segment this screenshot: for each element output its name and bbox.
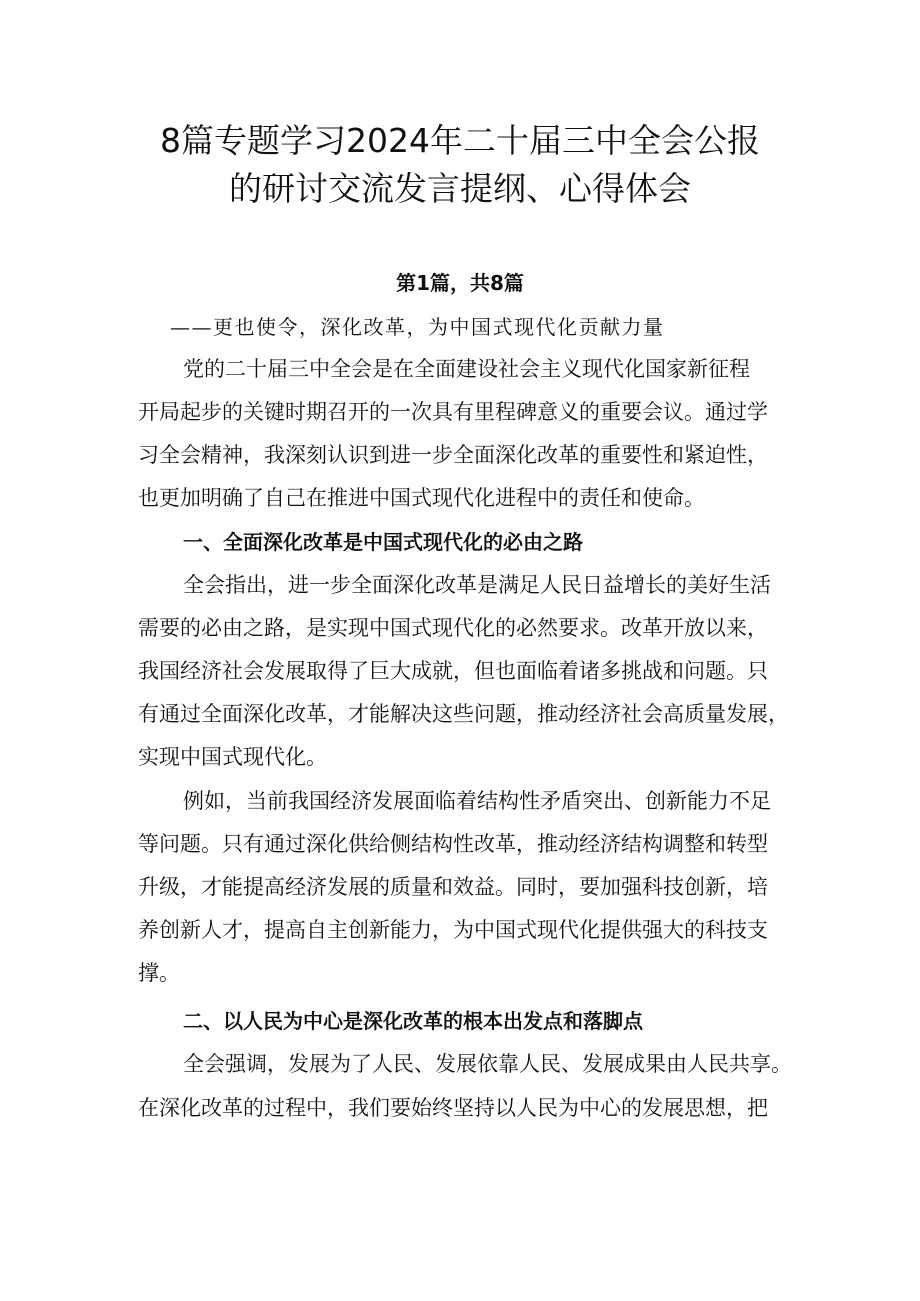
document-title-line-2: 的研讨交流发言提纲、心得体会: [229, 169, 691, 208]
paragraph-line: 我国经济社会发展取得了巨大成就，但也面临着诸多挑战和问题。只: [138, 659, 768, 683]
paragraph-line: 也更加明确了自己在推进中国式现代化进程中的责任和使命。: [138, 486, 705, 510]
paragraph-line: 在深化改革的过程中，我们要始终坚持以人民为中心的发展思想，把: [138, 1096, 768, 1120]
subtitle: ——更也使令，深化改革，为中国式现代化贡献力量: [170, 315, 665, 339]
paragraph-line: 全会强调，发展为了人民、发展依靠人民、发展成果由人民共享。: [183, 1052, 792, 1076]
paragraph-line: 升级，才能提高经济发展的质量和效益。同时，要加强科技创新，培: [138, 875, 768, 899]
section-heading-1: 一、全面深化改革是中国式现代化的必由之路: [183, 530, 583, 554]
paragraph-line: 全会指出，进一步全面深化改革是满足人民日益增长的美好生活: [183, 573, 771, 597]
paragraph-line: 习全会精神，我深刻认识到进一步全面深化改革的重要性和紧迫性，: [138, 443, 768, 467]
paragraph-line: 实现中国式现代化。: [138, 745, 327, 769]
paragraph-line: 撑。: [138, 961, 180, 985]
part-title: 第1篇，共8篇: [396, 271, 524, 295]
paragraph-line: 需要的必由之路，是实现中国式现代化的必然要求。改革开放以来，: [138, 616, 768, 640]
paragraph-line: 养创新人才，提高自主创新能力，为中国式现代化提供强大的科技支: [138, 918, 768, 942]
section-heading-2: 二、以人民为中心是深化改革的根本出发点和落脚点: [183, 1009, 643, 1033]
paragraph-line: 党的二十届三中全会是在全面建设社会主义现代化国家新征程: [183, 357, 750, 381]
paragraph-line: 有通过全面深化改革，才能解决这些问题，推动经济社会高质量发展，: [138, 702, 789, 726]
document-title-line-1: 8篇专题学习2024年二十届三中全会公报: [160, 121, 760, 160]
paragraph-line: 例如，当前我国经济发展面临着结构性矛盾突出、创新能力不足: [183, 789, 771, 813]
paragraph-line: 开局起步的关键时期召开的一次具有里程碑意义的重要会议。通过学: [138, 400, 768, 424]
paragraph-line: 等问题。只有通过深化供给侧结构性改革，推动经济结构调整和转型: [138, 832, 768, 856]
